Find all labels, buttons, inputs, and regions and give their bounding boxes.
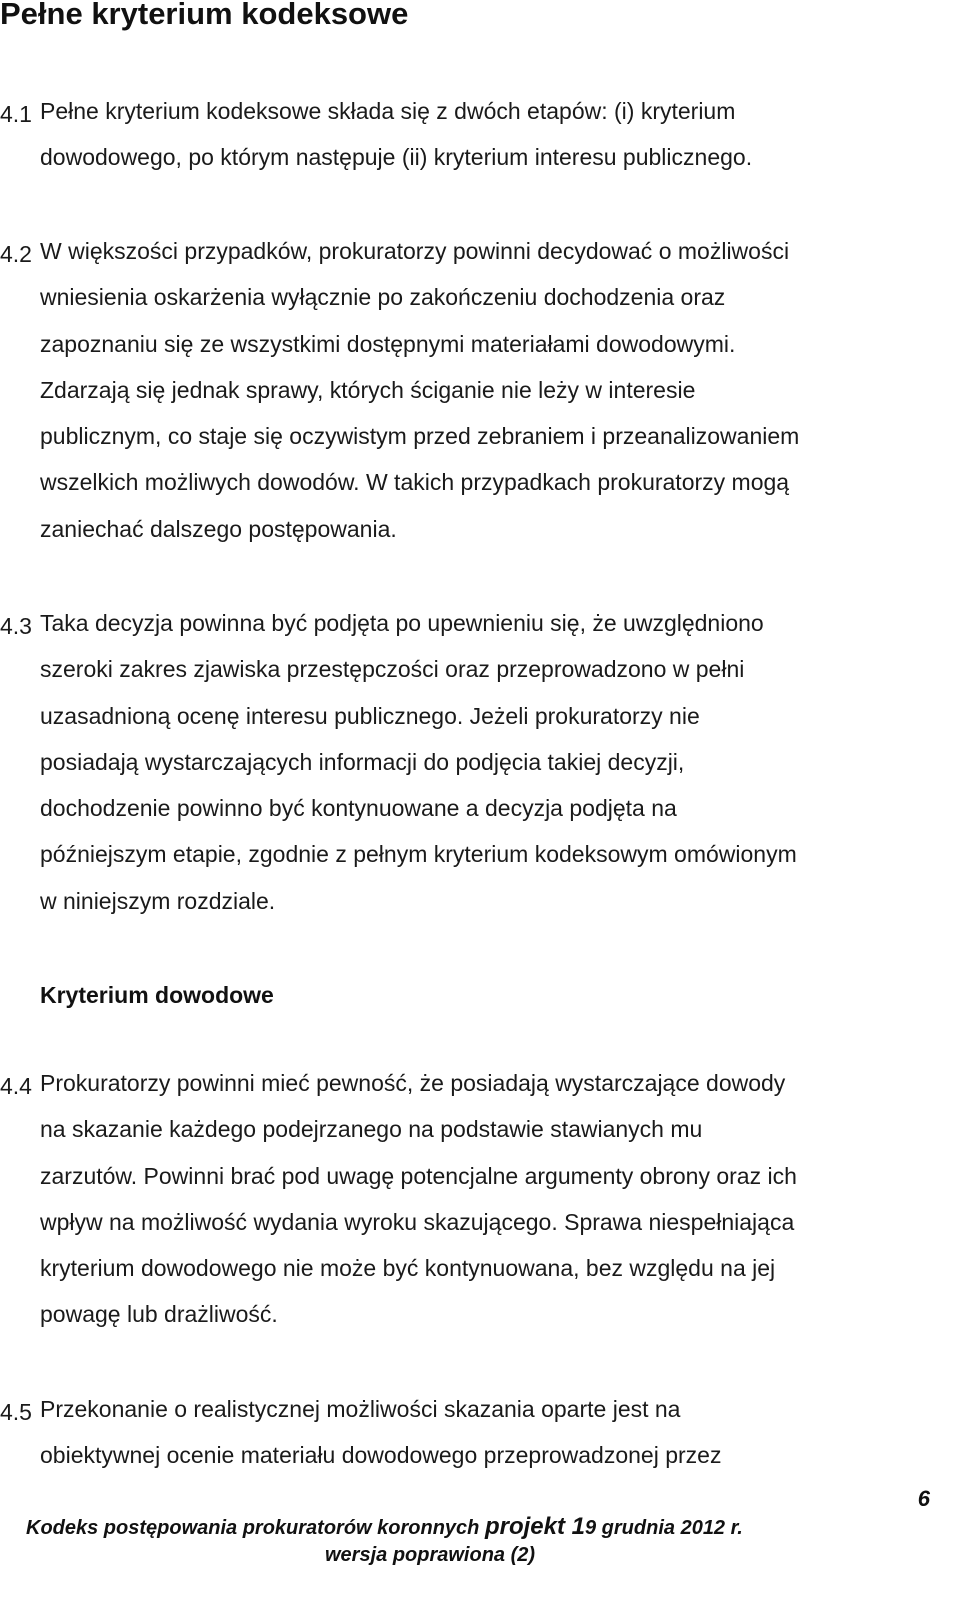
paragraph-line	[40, 506, 940, 552]
paragraph-line	[40, 831, 940, 877]
paragraph-text: obiektywnej ocenie materiału dowodowego przeprowadzonej przez	[40, 1442, 722, 1469]
paragraph-line	[40, 1153, 940, 1199]
paragraph-line	[40, 274, 940, 320]
paragraph-line	[40, 1106, 940, 1152]
paragraph-line	[40, 134, 940, 180]
paragraph-text: kryterium dowodowego nie może być kontynuowana, bez względu na jej	[40, 1255, 776, 1282]
paragraph-text: powagę lub drażliwość.	[40, 1301, 278, 1328]
paragraph-line	[0, 228, 940, 274]
paragraph-line	[40, 646, 940, 692]
paragraph-text: uzasadnioną ocenę interesu publicznego. Jeżeli prokuratorzy nie	[40, 702, 700, 729]
paragraph-line	[40, 785, 940, 831]
paragraph-text: zapoznaniu się ze wszystkimi dostępnymi materiałami dowodowymi.	[40, 330, 736, 357]
paragraph-text: zaniechać dalszego postępowania.	[40, 515, 397, 542]
paragraph-text: wpływ na możliwość wydania wyroku skazującego. Sprawa niespełniająca	[40, 1208, 795, 1235]
paragraph-text: Taka decyzja powinna być podjęta po upewnieniu się, że uwzględniono	[40, 610, 764, 636]
footer-version: wersja poprawiona (2)	[325, 1544, 536, 1566]
footer-document-title	[26, 1514, 743, 1541]
paragraph-text: Prokuratorzy powinni mieć pewność, że posiadają wystarczające dowody	[40, 1070, 786, 1096]
paragraph-line	[40, 367, 940, 413]
paragraph-text: zarzutów. Powinni brać pod uwagę potencjalne argumenty obrony oraz ich	[40, 1162, 797, 1189]
paragraph-line	[40, 413, 940, 459]
paragraph-line	[40, 1245, 940, 1291]
paragraph-text: Przekonanie o realistycznej możliwości skazania oparte jest na	[40, 1396, 681, 1422]
paragraph-line	[40, 739, 940, 785]
paragraph-line	[40, 1199, 940, 1245]
paragraph-line	[0, 1386, 940, 1432]
paragraph-number: 4.4	[0, 1073, 32, 1099]
paragraph-text: wniesienia oskarżenia wyłącznie po zakończeniu dochodzenia oraz	[40, 284, 726, 311]
paragraph-line	[0, 88, 940, 134]
paragraph-4-2	[0, 228, 940, 552]
paragraph-text: dowodowego, po którym następuje (ii) kryterium interesu publicznego.	[40, 144, 753, 171]
paragraph-4-3	[0, 600, 940, 924]
paragraph-text: publicznym, co staje się oczywistym przed zebraniem i przeanalizowaniem	[40, 423, 800, 450]
paragraph-text: dochodzenie powinno być kontynuowane a decyzja podjęta na	[40, 795, 677, 822]
paragraph-line	[40, 459, 940, 505]
paragraph-text: późniejszym etapie, zgodnie z pełnym kryterium kodeksowym omówionym	[40, 841, 797, 868]
paragraph-4-5	[0, 1386, 940, 1479]
paragraph-line	[40, 321, 940, 367]
paragraph-number: 4.5	[0, 1399, 32, 1425]
paragraph-text: Pełne kryterium kodeksowe składa się z dwóch etapów: (i) kryterium	[40, 98, 736, 124]
paragraph-number: 4.3	[0, 613, 32, 639]
paragraph-4-4	[0, 1060, 940, 1338]
paragraph-line	[40, 1432, 940, 1478]
paragraph-4-1	[0, 88, 940, 181]
paragraph-text: wszelkich możliwych dowodów. W takich przypadkach prokuratorzy mogą	[40, 469, 790, 496]
paragraph-number: 4.1	[0, 101, 32, 127]
paragraph-text: Zdarzają się jednak sprawy, których ściganie nie leży w interesie	[40, 376, 696, 403]
paragraph-line	[40, 693, 940, 739]
paragraph-line	[0, 1060, 940, 1106]
paragraph-text: w niniejszym rozdziale.	[40, 887, 276, 914]
paragraph-text: szeroki zakres zjawiska przestępczości oraz przeprowadzono w pełni	[40, 656, 745, 683]
paragraph-line	[0, 600, 940, 646]
paragraph-text: W większości przypadków, prokuratorzy powinni decydować o możliwości	[40, 238, 790, 264]
paragraph-number: 4.2	[0, 241, 32, 267]
section-heading-evidential-test: Kryterium dowodowe	[40, 982, 274, 1008]
footer-draft-label: projekt 1	[484, 1513, 585, 1540]
paragraph-text: posiadają wystarczających informacji do podjęcia takiej decyzji,	[40, 748, 685, 775]
footer-date: 9 grudnia 2012 r.	[585, 1517, 743, 1539]
paragraph-line	[40, 1291, 940, 1337]
paragraph-text: na skazanie każdego podejrzanego na podstawie stawianych mu	[40, 1116, 703, 1143]
paragraph-line	[40, 878, 940, 924]
page-title: Pełne kryterium kodeksowe	[0, 0, 409, 31]
footer-title-text: Kodeks postępowania prokuratorów koronnych	[26, 1517, 485, 1539]
page-number: 6	[917, 1486, 930, 1511]
